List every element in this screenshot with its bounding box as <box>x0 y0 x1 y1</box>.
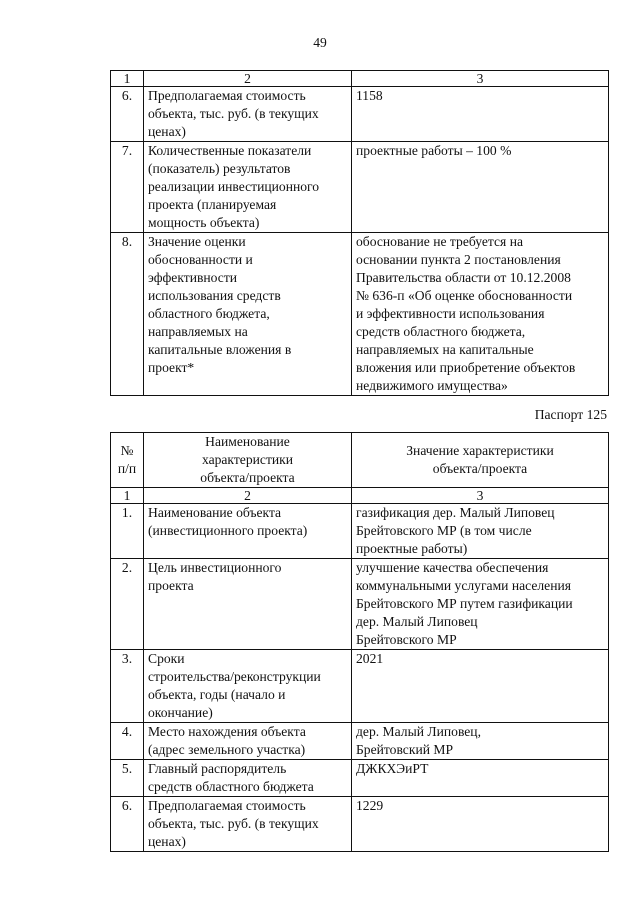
column-index-cell: 1 <box>111 488 144 504</box>
column-index-cell: 2 <box>144 71 352 87</box>
row-number: 6. <box>111 797 144 852</box>
row-number: 8. <box>111 233 144 396</box>
characteristic-name: Предполагаемая стоимость объекта, тыс. руб. (в текущих ценах) <box>144 797 352 852</box>
characteristic-value: 1229 <box>352 797 609 852</box>
row-number: 5. <box>111 760 144 797</box>
row-number: 4. <box>111 723 144 760</box>
characteristic-value: дер. Малый Липовец, Брейтовский МР <box>352 723 609 760</box>
column-index-cell: 1 <box>111 71 144 87</box>
characteristic-value: газификация дер. Малый Липовец Брейтовского МР (в том числе проектные работы) <box>352 504 609 559</box>
characteristic-name: Наименование объекта (инвестиционного проекта) <box>144 504 352 559</box>
table-row <box>111 797 609 852</box>
characteristic-value: 1158 <box>352 87 609 142</box>
column-index-row <box>111 488 609 504</box>
characteristic-value: 2021 <box>352 650 609 723</box>
passport-125-table <box>110 432 609 852</box>
column-index-cell: 3 <box>352 488 609 504</box>
characteristic-value: обоснование не требуется на основании пункта 2 постановления Правительства области от 10.12.2008 № 636-п «Об оценке обоснованности и эффективности использования средств областного бюджета, направляемых на капитальные вложения или приобретение объектов недвижимого имущества» <box>352 233 609 396</box>
header-value: Значение характеристики объекта/проекта <box>352 433 609 488</box>
row-number: 1. <box>111 504 144 559</box>
page-number: 49 <box>313 35 327 50</box>
table-row <box>111 760 609 797</box>
column-index-row <box>111 71 609 87</box>
characteristic-name: Цель инвестиционного проекта <box>144 559 352 650</box>
characteristic-name: Значение оценки обоснованности и эффективности использования средств областного бюджета, направляемых на капитальные вложения в проект* <box>144 233 352 396</box>
table-row <box>111 650 609 723</box>
characteristic-value: ДЖКХЭиРТ <box>352 760 609 797</box>
table-header-row <box>111 433 609 488</box>
column-index-cell: 2 <box>144 488 352 504</box>
characteristic-name: Сроки строительства/реконструкции объекта, годы (начало и окончание) <box>144 650 352 723</box>
row-number: 6. <box>111 87 144 142</box>
characteristic-name: Главный распорядитель средств областного бюджета <box>144 760 352 797</box>
header-number: № п/п <box>111 433 144 488</box>
row-number: 2. <box>111 559 144 650</box>
object-characteristics-table-continued <box>110 70 609 396</box>
row-number: 3. <box>111 650 144 723</box>
characteristic-value: улучшение качества обеспечения коммунальными услугами населения Брейтовского МР путем газификации дер. Малый Липовец Брейтовского МР <box>352 559 609 650</box>
table-row <box>111 233 609 396</box>
table-row <box>111 723 609 760</box>
table-row <box>111 559 609 650</box>
header-name: Наименование характеристики объекта/проекта <box>144 433 352 488</box>
column-index-cell: 3 <box>352 71 609 87</box>
row-number: 7. <box>111 142 144 233</box>
characteristic-name: Количественные показатели (показатель) результатов реализации инвестиционного проекта (планируемая мощность объекта) <box>144 142 352 233</box>
passport-title: Паспорт 125 <box>534 407 607 422</box>
table-row <box>111 504 609 559</box>
characteristic-value: проектные работы – 100 % <box>352 142 609 233</box>
table-row <box>111 87 609 142</box>
table-row <box>111 142 609 233</box>
characteristic-name: Предполагаемая стоимость объекта, тыс. руб. (в текущих ценах) <box>144 87 352 142</box>
characteristic-name: Место нахождения объекта (адрес земельного участка) <box>144 723 352 760</box>
